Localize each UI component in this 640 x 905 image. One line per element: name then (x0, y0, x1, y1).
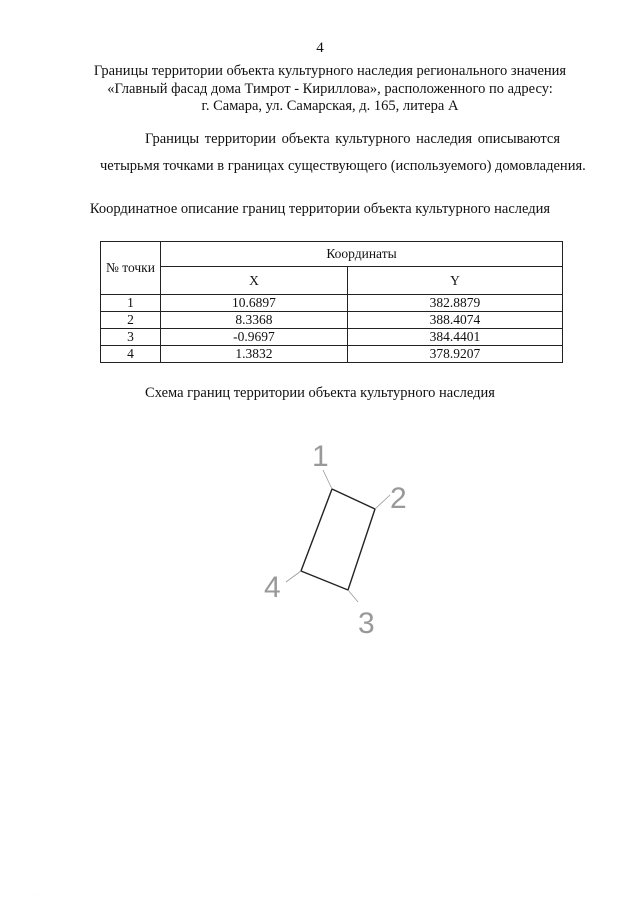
cell-x: 1.3832 (161, 346, 348, 363)
cell-x: 8.3368 (161, 312, 348, 329)
table-row (101, 329, 563, 346)
coordinates-table (100, 241, 563, 363)
table-header-row (101, 242, 563, 267)
page-number: 4 (316, 40, 324, 56)
cell-y: 378.9207 (347, 346, 562, 363)
description-paragraph-line-2: четырьмя точками в границах существующего (используемого) домовладения. (100, 158, 586, 174)
table-caption: Координатное описание границ территории объекта культурного наследия (89, 201, 551, 217)
table-row (101, 312, 563, 329)
table-row (101, 295, 563, 312)
point-label-1: 1 (312, 440, 329, 473)
point-label-3: 3 (358, 607, 375, 640)
cell-x: 10.6897 (161, 295, 348, 312)
table-row (101, 346, 563, 363)
cell-y: 388.4074 (347, 312, 562, 329)
header-x: X (161, 267, 348, 295)
heading-line-2: «Главный фасад дома Тимрот - Кириллова», расположенного по адресу: (107, 80, 553, 97)
leader-line-3 (348, 590, 358, 602)
cell-x: -0.9697 (161, 329, 348, 346)
cell-point-number: 2 (101, 312, 161, 329)
document-heading (70, 63, 590, 116)
cell-point-number: 3 (101, 329, 161, 346)
leader-line-2 (375, 495, 390, 509)
leader-line-4 (286, 571, 301, 582)
cell-point-number: 4 (101, 346, 161, 363)
heading-line-1: Границы территории объекта культурного наследия регионального значения (93, 63, 567, 79)
table-subheader-row (101, 267, 563, 295)
boundary-polygon (301, 489, 375, 590)
heading-line-3: г. Самара, ул. Самарская, д. 165, литера А (201, 98, 459, 114)
scheme-caption: Схема границ территории объекта культурного наследия (145, 385, 495, 401)
header-coordinates: Координаты (161, 242, 563, 267)
cell-point-number: 1 (101, 295, 161, 312)
boundary-scheme-diagram (250, 430, 430, 650)
point-label-2: 2 (390, 482, 407, 515)
point-label-4: 4 (264, 571, 281, 604)
header-point-number: № точки (101, 242, 161, 295)
description-paragraph-line-1: Границы территории объекта культурного наследия описываются (145, 131, 560, 147)
scan-mark: · (37, 893, 38, 897)
cell-y: 382.8879 (347, 295, 562, 312)
cell-y: 384.4401 (347, 329, 562, 346)
header-y: Y (347, 267, 562, 295)
